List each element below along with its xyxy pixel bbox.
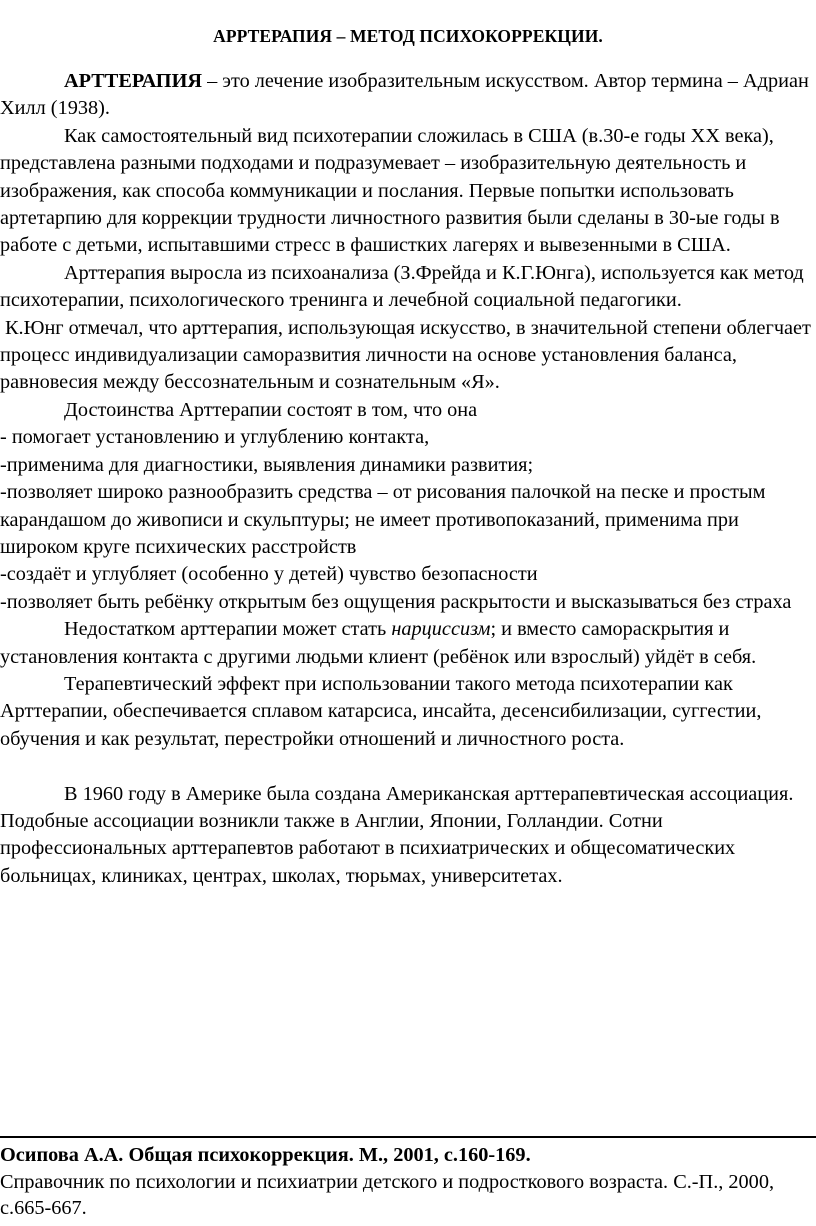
references: [0, 1142, 812, 1222]
paragraph-definition: [0, 68, 812, 123]
reference-divider: [0, 1136, 816, 1138]
definition-text: – это лечение изобразительным искусством. Автор термина – Адриан Хилл (1938).: [0, 70, 809, 120]
paragraph-association: В 1960 году в Америке была создана Американская арттерапевтическая ассоциация. Подобные ассоциации возникли также в Англии, Японии, Голландии. Сотни профессиональных арттерапевтов работают в психиатрических и общесоматических больницах, клиниках, центрах, школах, тюрьмах, университетах.: [0, 782, 794, 887]
reference-primary: [0, 1142, 812, 1169]
list-item: -позволяет широко разнообразить средства – от рисования палочкой на песке и простым карандашом до живописи и скульптуры; не имеет противопоказаний, применима при широком круге психических расстройств: [0, 481, 766, 558]
spacer: [0, 753, 812, 780]
paragraph-origins: Арттерапия выросла из психоанализа (З.Фрейда и К.Г.Юнга), используется как метод психотерапии, психологического тренинга и лечебной социальной педагогики.: [0, 261, 804, 312]
paragraph-effect: Терапевтический эффект при использовании такого метода психотерапии как Арттерапии, обеспечивается сплавом катарсиса, инсайта, десенсибилизации, суггестии, обучения и как результат, перестройки отношений и личностного роста.: [0, 672, 762, 750]
drawback-text: Недостатком арттерапии может стать: [64, 618, 392, 641]
reference-primary-text: Осипова А.А. Общая психокоррекция. М., 2001, с.160-169.: [0, 1144, 531, 1166]
list-item: -создаёт и углубляет (особенно у детей) чувство безопасности: [0, 563, 538, 586]
drawback-italic-term: нарциссизм: [391, 618, 491, 641]
list-item: - помогает установлению и углублению контакта,: [0, 426, 430, 449]
paragraph-advantages-intro: Достоинства Арттерапии состоят в том, что она: [64, 398, 478, 421]
list-item: -применима для диагностики, выявления динамики развития;: [0, 453, 534, 476]
paragraph-jung: К.Юнг отмечал, что арттерапия, использующая искусство, в значительной степени облегчает процесс индивидуализации саморазвития личности на основе установления баланса, равновесия между бессознательным и сознательным «Я».: [0, 316, 811, 394]
document-title: АРРТЕРАПИЯ – МЕТОД ПСИХОКОРРЕКЦИИ.: [213, 26, 603, 46]
paragraph-drawback: [0, 616, 812, 671]
reference-secondary: Справочник по психологии и психиатрии детского и подросткового возраста. С.-П., 2000, с.665-667.: [0, 1170, 775, 1219]
term-bold: АРТТЕРАПИЯ: [64, 70, 202, 92]
list-item: -позволяет быть ребёнку открытым без ощущения раскрытости и высказываться без страха: [0, 590, 792, 613]
paragraph-history: Как самостоятельный вид психотерапии сложилась в США (в.30-е годы XX века), представлена разными подходами и подразумевает – изобразительную деятельность и изображения, как способа коммуникации и послания. Первые попытки использовать артетарпию для коррекции трудности личностного развития были сделаны в 30-ые годы в работе с детьми, испытавшими стресс в фашистких лагерях и вывезенными в США.: [0, 124, 780, 257]
document-body: [0, 68, 812, 890]
drawback-text-rest: ; и вместо самораскрытия и установления контакта с другими людьми клиент (ребёнок или взрослый) уйдёт в себя.: [0, 618, 757, 668]
